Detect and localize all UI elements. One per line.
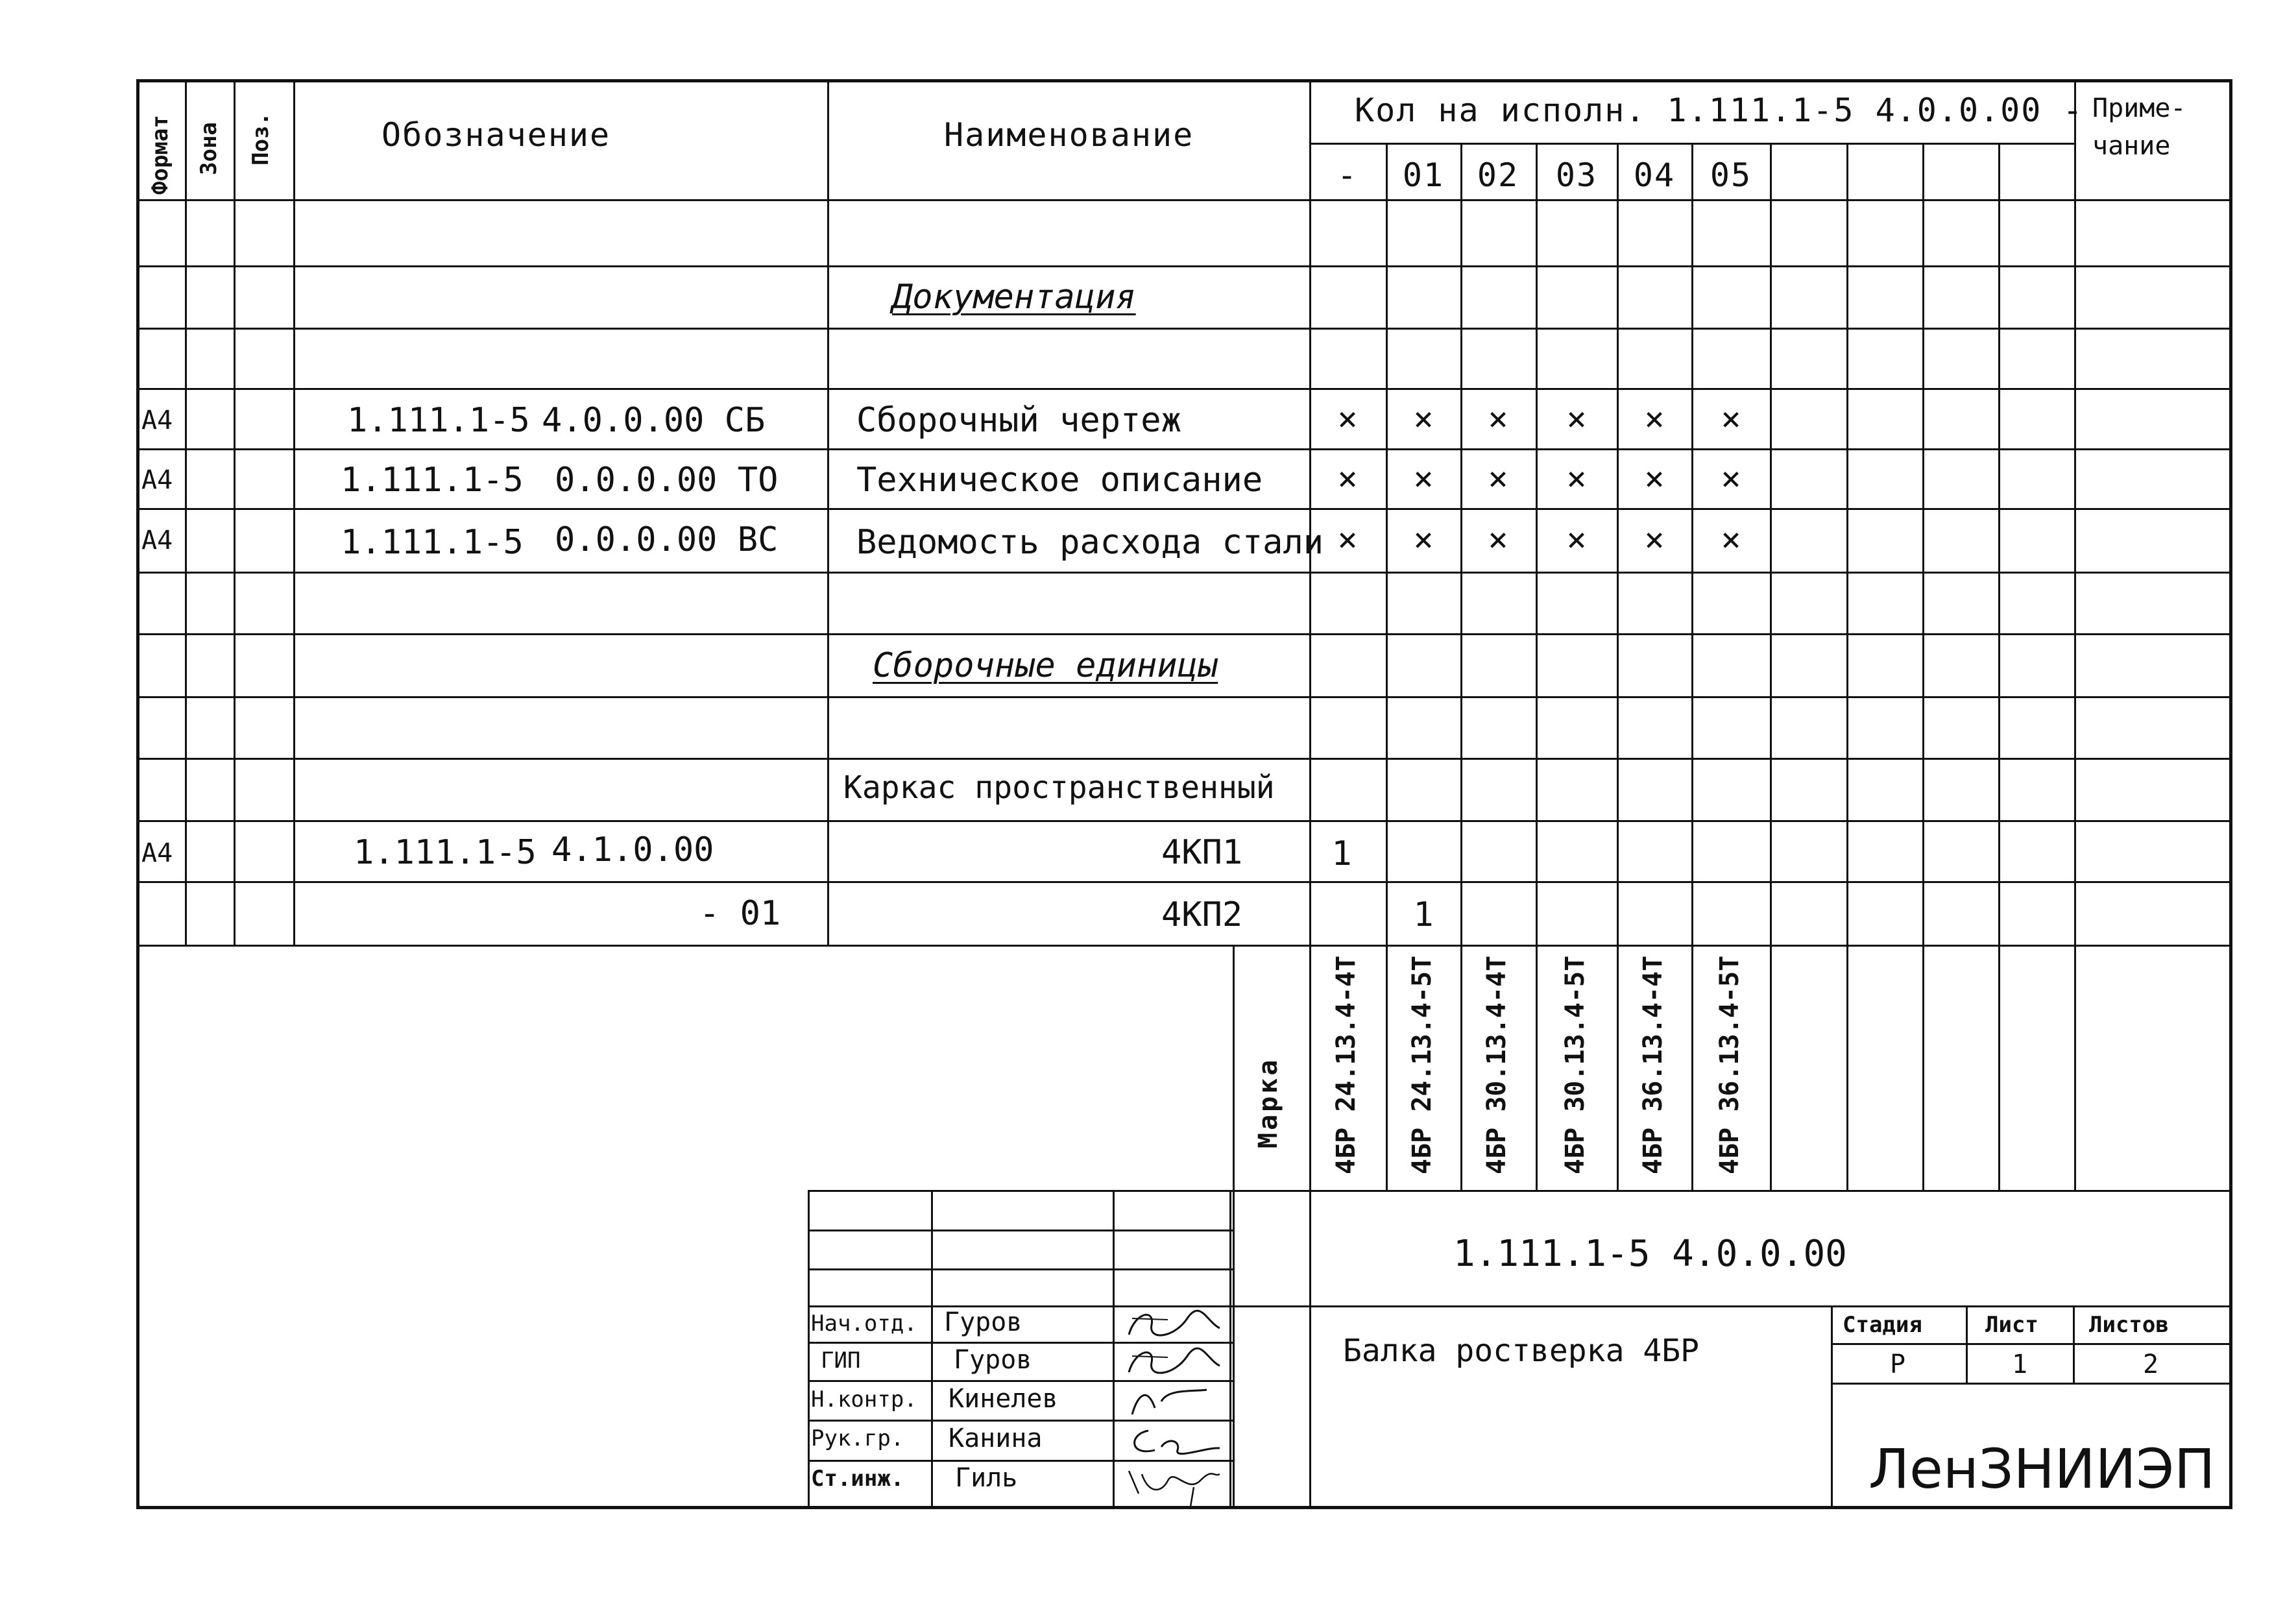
sheets-value: 2 xyxy=(2142,1350,2159,1379)
row-line xyxy=(136,820,2232,822)
doc2-designation-b: 0.0.0.00 ТО xyxy=(555,461,779,500)
kp1-format: А4 xyxy=(141,838,173,868)
kp2-qty: 1 xyxy=(1413,895,1434,934)
marka-item-4: 4БР 36.13.4-4Т xyxy=(1638,955,1668,1174)
frame-left xyxy=(136,79,139,1509)
doc1-name: Сборочный чертеж xyxy=(856,401,1181,440)
sheets-label: Листов xyxy=(2089,1312,2169,1338)
marka-item-0: 4БР 24.13.4-4Т xyxy=(1331,955,1361,1174)
organization: ЛенЗНИИЭП xyxy=(1868,1437,2216,1501)
stamp-line xyxy=(1831,1305,1833,1509)
col-line xyxy=(1922,143,1924,1191)
col-line xyxy=(1691,143,1693,1191)
row-line xyxy=(136,508,2232,510)
kp1-designation-a: 1.111.1-5 xyxy=(354,833,537,872)
header-zone: Зона xyxy=(196,122,222,175)
signature-mark xyxy=(1116,1461,1226,1507)
doc-number: 1.111.1-5 4.0.0.00 xyxy=(1453,1233,1847,1275)
col-line xyxy=(293,79,295,946)
signer-name: Гуров xyxy=(944,1307,1022,1337)
header-name: Наименование xyxy=(944,116,1194,154)
variant-col-2: 02 xyxy=(1477,156,1519,194)
col-line xyxy=(185,79,187,946)
col-line xyxy=(234,79,236,946)
signer-role: Ст.инж. xyxy=(811,1466,904,1492)
marka-item-2: 4БР 30.13.4-4Т xyxy=(1482,955,1512,1174)
col-line xyxy=(1309,79,1311,946)
sheet-value: 1 xyxy=(2011,1350,2028,1379)
doc-title: Балка ростверка 4БР xyxy=(1343,1333,1700,1369)
row-line xyxy=(136,572,2232,574)
row-line xyxy=(136,265,2232,267)
doc2-mark-1: × xyxy=(1413,459,1434,498)
row-line xyxy=(136,199,2232,201)
col-line xyxy=(1846,143,1848,1191)
stamp-line xyxy=(1966,1305,1968,1385)
doc3-designation-b: 0.0.0.00 ВС xyxy=(555,520,779,559)
header-qty-title: Кол на исполн. 1.111.1-5 4.0.0.00 - xyxy=(1355,91,2084,129)
signature-mark xyxy=(1116,1343,1226,1382)
doc2-name: Техническое описание xyxy=(856,461,1263,500)
signer-name: Канина xyxy=(949,1424,1043,1453)
row-line xyxy=(136,328,2232,330)
header-format: Формат xyxy=(147,115,173,195)
col-line xyxy=(2074,79,2076,1191)
stage-value: Р xyxy=(1889,1350,1906,1379)
doc2-mark-5: × xyxy=(1721,459,1741,498)
row-line xyxy=(136,881,2232,883)
signer-name: Гиль xyxy=(955,1463,1018,1493)
kp1-qty: 1 xyxy=(1331,834,1352,873)
frame-top xyxy=(136,79,2232,82)
frame-title: Каркас пространственный xyxy=(843,770,1275,806)
col-line xyxy=(1309,946,1311,1509)
marka-label: Марка xyxy=(1253,1057,1283,1148)
stamp-line xyxy=(931,1190,933,1509)
signer-role: ГИП xyxy=(821,1348,861,1374)
sheet-label: Лист xyxy=(1985,1312,2038,1338)
signer-role: Н.контр. xyxy=(811,1387,917,1412)
doc3-format: А4 xyxy=(141,526,173,555)
signature-mark xyxy=(1116,1382,1226,1421)
marka-left-line xyxy=(1233,946,1235,1509)
col-line xyxy=(1460,143,1462,1191)
col-line xyxy=(1386,143,1388,1191)
stamp-line xyxy=(2073,1305,2075,1385)
kp1-designation-b: 4.1.0.00 xyxy=(551,830,714,869)
marka-item-1: 4БР 24.13.4-5Т xyxy=(1407,955,1437,1174)
variant-col-4: 04 xyxy=(1633,156,1676,194)
marka-bottom-line xyxy=(1233,1190,2232,1192)
section-assemblies: Сборочные единицы xyxy=(873,646,1218,685)
doc1-mark-3: × xyxy=(1566,400,1587,439)
doc1-designation-a: 1.111.1-5 xyxy=(347,401,530,440)
doc2-mark-0: × xyxy=(1337,459,1358,498)
row-line xyxy=(136,758,2232,760)
doc2-designation-a: 1.111.1-5 xyxy=(341,461,524,500)
doc2-format: А4 xyxy=(141,465,173,495)
col-line xyxy=(827,79,829,946)
stamp-line xyxy=(808,1268,1233,1270)
row-line xyxy=(136,696,2232,698)
doc2-mark-2: × xyxy=(1488,459,1508,498)
doc1-format: А4 xyxy=(141,406,173,435)
header-pos: Поз. xyxy=(248,112,274,165)
doc3-mark-2: × xyxy=(1488,520,1508,559)
variant-col-1: 01 xyxy=(1402,156,1445,194)
doc2-mark-3: × xyxy=(1566,459,1587,498)
signer-role: Рук.гр. xyxy=(811,1425,904,1451)
header-note-line1: Приме- xyxy=(2092,93,2186,123)
col-line xyxy=(1770,143,1772,1191)
marka-item-5: 4БР 36.13.4-5Т xyxy=(1715,955,1745,1174)
col-line xyxy=(1998,143,2000,1191)
doc1-mark-2: × xyxy=(1488,400,1508,439)
stamp-line xyxy=(1113,1190,1115,1509)
variant-col-3: 03 xyxy=(1555,156,1598,194)
stamp-line xyxy=(1831,1343,2232,1345)
row-line xyxy=(136,388,2232,390)
doc1-designation-b: 4.0.0.00 СБ xyxy=(542,401,766,440)
stamp-line xyxy=(808,1230,1233,1231)
doc1-mark-0: × xyxy=(1337,400,1358,439)
kp2-designation-suffix: - 01 xyxy=(699,894,781,933)
doc3-mark-5: × xyxy=(1721,520,1741,559)
col-line xyxy=(1617,143,1619,1191)
doc1-mark-5: × xyxy=(1721,400,1741,439)
doc1-mark-1: × xyxy=(1413,400,1434,439)
doc3-mark-0: × xyxy=(1337,520,1358,559)
header-note-line2: чание xyxy=(2092,131,2171,161)
signer-name: Кинелев xyxy=(949,1384,1058,1414)
signer-name: Гуров xyxy=(954,1345,1032,1375)
frame-right xyxy=(2229,79,2232,1509)
row-line xyxy=(136,945,2232,947)
stamp-line xyxy=(1229,1190,1231,1509)
marka-item-3: 4БР 30.13.4-5Т xyxy=(1560,955,1590,1174)
section-documentation: Документация xyxy=(892,278,1136,317)
stamp-line xyxy=(808,1190,1233,1192)
doc3-mark-1: × xyxy=(1413,520,1434,559)
kp1-name: 4КП1 xyxy=(1161,833,1243,872)
signature-mark xyxy=(1116,1305,1226,1344)
doc3-name: Ведомость расхода стали xyxy=(856,523,1324,562)
doc1-mark-4: × xyxy=(1644,400,1665,439)
variant-col-0: - xyxy=(1336,156,1359,194)
stamp-line xyxy=(1831,1383,2232,1385)
stage-label: Стадия xyxy=(1843,1312,1922,1338)
variant-col-5: 05 xyxy=(1710,156,1752,194)
col-line xyxy=(1536,143,1538,1191)
row-line xyxy=(1309,143,2076,145)
row-line xyxy=(136,448,2232,450)
kp2-name: 4КП2 xyxy=(1161,895,1243,934)
doc3-designation-a: 1.111.1-5 xyxy=(341,523,524,562)
doc3-mark-3: × xyxy=(1566,520,1587,559)
doc2-mark-4: × xyxy=(1644,459,1665,498)
row-line xyxy=(136,633,2232,635)
signer-role: Нач.отд. xyxy=(811,1311,917,1337)
signature-mark xyxy=(1116,1421,1226,1460)
doc3-mark-4: × xyxy=(1644,520,1665,559)
header-designation: Обозначение xyxy=(381,116,611,154)
stamp-line xyxy=(808,1190,810,1509)
